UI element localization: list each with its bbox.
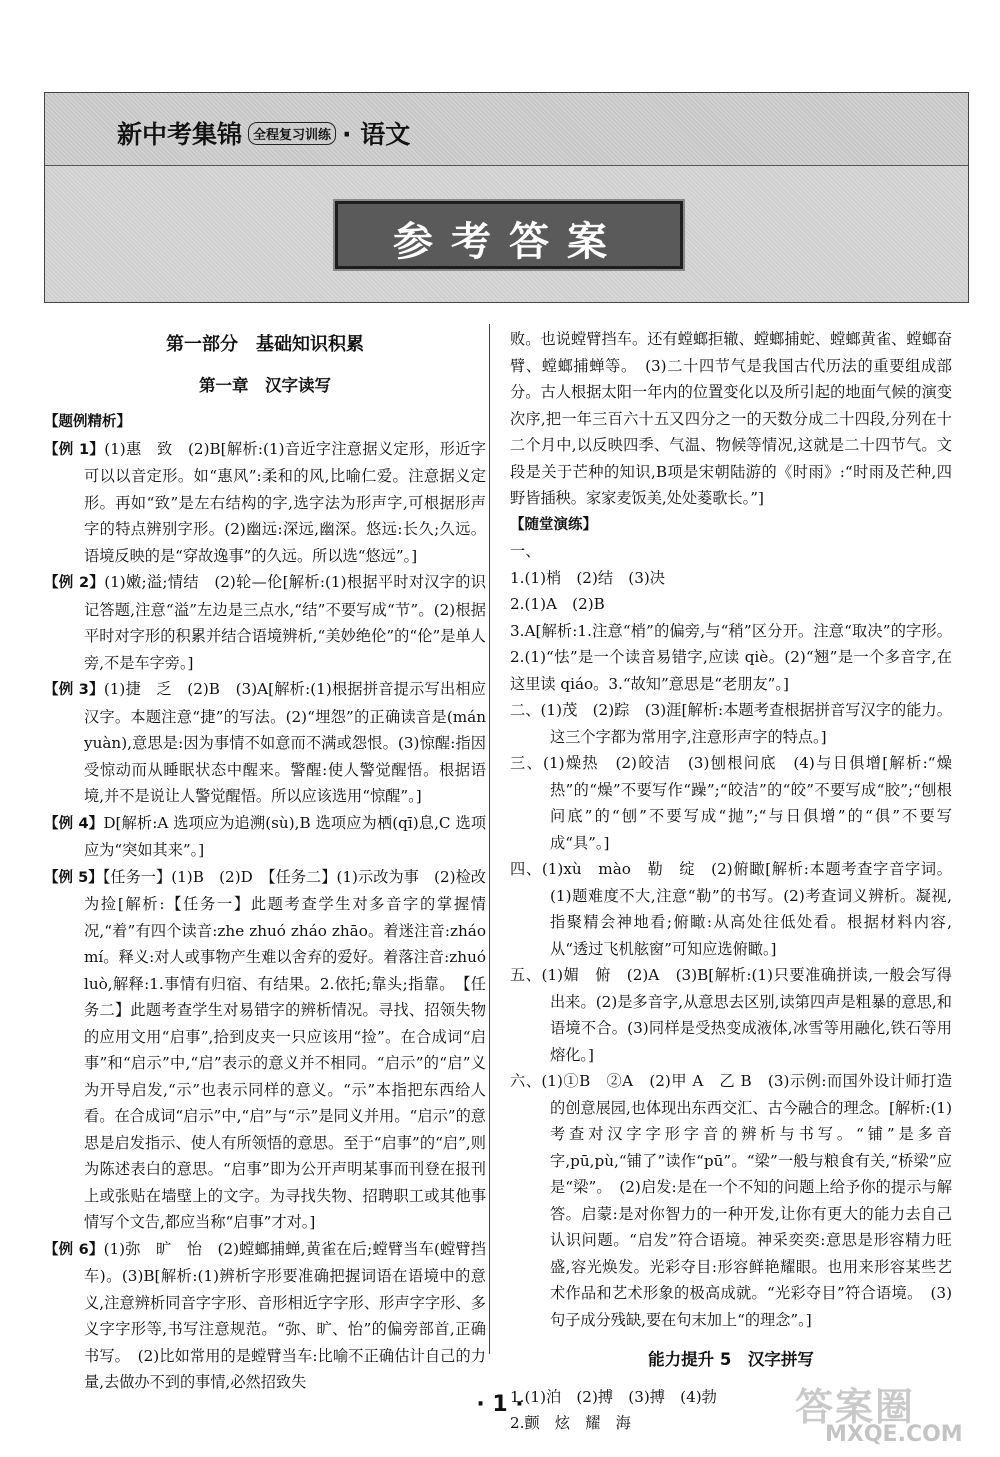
- exercise-item: 2.(1)A (2)B: [510, 595, 605, 613]
- ability-title: 能力提升 5 汉字拼写: [648, 1350, 814, 1369]
- example-text: (1)惠 致 (2)B[解析:(1)音近字注意据义定形，形近字可以以音定形。如“惠风”:柔和的风,比喻仁爱。注意据义定形。再如“致”是左右结构的字,选字法为形声字,可根据形声字的特点辨别字形。(2)幽远:深远,幽深。悠远:长久;久远。语境反映的是“穿故逸事”的久远。所以选“悠远”。]: [84, 439, 486, 565]
- subject-label: 语文: [360, 120, 411, 149]
- example-label: 【例 3】: [44, 682, 104, 698]
- exercise-five: 五、(1)媚 俯 (2)A (3)B[解析:(1)只要准确拼读,一般会写得出来。(2)是多音字,从意思去区别,读第四声是粗暴的意思,和语境不合。(3)同样是受热变成液体,冰雪等用融化,铁石等用熔化。]: [510, 966, 952, 1064]
- example-label: 【例 2】: [44, 575, 105, 591]
- example-text: 【任务一】(1)B (2)D 【任务二】(1)示改为事 (2)检改为捡[解析:【任务一】此题考查学生对多音字的掌握情况,“着”有四个读音:zhe zhuó zháo zhāo。着迷注音:zháo mí。释义:对人或事物产生难以舍弃的爱好。着落注音:zhuó luò,解释:1.事情有归宿、有结果。2.依托;靠头;指靠。 【任务二】此题考查学生对易错字的辨析情况。寻找、招领失物的应用文用“启事”,拾到皮夹一只应该用“捡”。在合成词“启事”和“启示”中,“启”表示的意义并不相同。“启示”的“启”义为开导启发,“示”也表示同样的意义。“示”本指把东西给人看。在合成词“启示”中,“启”与“示”是同义并用。“启示”的意思是启发指示、使人有所领悟的意思。至于“启事”的“启”,则为陈述表白的意思。“启事”即为公开声明某事而刊登在报刊上或张贴在墙壁上的文字。为寻找失物、招聘职工或其他事情写个文告,都应当称“启事”才对。]: [84, 867, 486, 1231]
- part-title: 第一部分 基础知识积累: [166, 334, 364, 355]
- exercise-item: 1.(1)梢 (2)结 (3)决: [510, 568, 665, 587]
- example-5: [44, 864, 486, 1236]
- column-divider: [489, 324, 490, 1354]
- right-column: [510, 326, 952, 1437]
- example-label: 【例 5】: [44, 869, 103, 886]
- exercise-one-heading: 一、: [510, 542, 541, 560]
- series-tag: 全程复习训练: [248, 122, 336, 145]
- left-column: [44, 326, 486, 1396]
- answer-title-box: [335, 201, 683, 269]
- book-title: 新中考集锦: [117, 120, 243, 149]
- header-banner: [44, 92, 969, 303]
- example-text: D[解析:A 选项应为追溯(sù),B 选项应为栖(qī)息,C 选项应为“突如其来”。]: [84, 813, 487, 859]
- example-text: (1)弥 旷 怡 (2)螳螂捕蝉,黄雀在后;螳臂当车(螳臂挡车)。(3)B[解析:(1)辨析字形要准确把握词语在语境中的意义,注意辨析同音字字形、音形相近字字形、形声字字形、多义字字形等,书写注意规范。“弥、旷、怡”的偏旁部首,正确书写。 (2)比如常用的是螳臂当车:比喻不正确估计自己的力量,去做办不到的事情,必然招致失: [84, 1239, 486, 1391]
- example-text: (1)捷 乏 (2)B (3)A[解析:(1)根据拼音提示写出相应汉字。本题注意“捷”的写法。(2)“埋怨”的正确读音是(mán yuàn),意思是:因为事情不如意而不满或怨恨。(3)惊醒:指因受惊动而从睡眠状态中醒来。警醒:使人警觉醒悟。根据语境,并不是说让人警觉醒悟。所以应该选用“惊醒”。]: [84, 680, 486, 805]
- exercise-two: 二、(1)茂 (2)踪 (3)涯[解析:本题考查根据拼音写汉字的能力。这三个字都为常用字,注意形声字的特点。]: [510, 701, 952, 746]
- watermark-url: MXQE.COM: [825, 1422, 963, 1447]
- example-2: [44, 569, 486, 676]
- continued-text: 败。也说螳臂挡车。还有螳螂拒辙、螳螂捕蛇、螳螂黄雀、螳螂奋臂、螳螂捕蝉等。 (3)二十四节气是我国古代历法的重要组成部分。古人根据太阳一年内的位置变化以及所引起的地面气候的演变次序,把一年三百六十五又四分之一的天数分成二十四段,分列在十二个月中,以反映四季、气温、物候等情况,这就是二十四节气。文段是关于芒种的知识,B项是宋朝陆游的《时雨》:“时雨及芒种,四野皆插秧。家家麦饭美,处处菱歌长。”]: [510, 330, 952, 507]
- example-label: 【例 6】: [44, 1241, 104, 1258]
- watermark-text: 答案圈: [795, 1385, 916, 1429]
- example-label: 【例 1】: [44, 441, 105, 458]
- example-label: 【例 4】: [44, 815, 104, 832]
- example-4: [44, 810, 486, 864]
- watermark-logo: [795, 1376, 990, 1452]
- chapter-title: 第一章 汉字读写: [199, 375, 331, 395]
- ability-item: 1.(1)泊 (2)搏 (3)搏 (4)勃: [510, 1387, 717, 1406]
- title-separator: ·: [342, 120, 352, 149]
- exercise-item: 3.A[解析:1.注意“梢”的偏旁,与“稍”区分开。注意“取决”的字形。2.(1)“怯”是一个读音易错字,应读 qiè。(2)“翘”是一个多音字,在这里读 qiáo。3.“故知”意思是“老朋友”。]: [510, 621, 952, 693]
- section-heading-examples: 【题例精析】: [44, 414, 131, 430]
- section-heading-practice: 【随堂演练】: [510, 516, 597, 533]
- exercise-four: 四、(1)xù mào 勒 绽 (2)俯瞰[解析:本题考查字音字词。(1)题难度不大,注意“勒”的书写。(2)考查词义辨析。凝视,指聚精会神地看;俯瞰:从高处往低处看。根据材料内容,从“透过飞机舷窗”可知应选俯瞰。]: [510, 860, 952, 958]
- header-band: [45, 93, 968, 166]
- example-1: [44, 436, 486, 570]
- book-title-line: [117, 115, 410, 151]
- page-number: · 1 ·: [476, 1392, 524, 1417]
- exercise-three: 三、(1)燥热 (2)皎洁 (3)刨根问底 (4)与日俱增[解析:“燥热”的“燥”不要写作“躁”;“皎洁”的“皎”不要写成“胶”;“刨根问底”的“刨”不要写成“抛”;“与日俱增”的“俱”不要写成“具”。]: [510, 754, 952, 852]
- ability-item: 2.颤 炫 耀 海: [510, 1414, 631, 1432]
- exercise-six: 六、(1)①B ②A (2)甲 A 乙 B (3)示例:而国外设计师打造的创意展园,也体现出东西交汇、古今融合的理念。[解析:(1)考查对汉字字形字音的辨析与书写。“铺”是多音字,pū,pù,“铺了”读作“pū”。“梁”一般与粮食有关,“桥梁”应是“梁”。 (2)启发:是在一个不知的问题上给予你的提示与解答。启蒙:是对你智力的一种开发,让你有更大的能力去自己认识问题。“启发”符合语境。神采奕奕:意思是形容精力旺盛,容光焕发。光彩夺目:形容鲜艳耀眼。也用来形容某些艺术作品和艺术形象的极高成就。“光彩夺目”符合语境。 (3)句子成分残缺,要在句末加上“的理念”。]: [510, 1072, 952, 1329]
- example-6: [44, 1236, 486, 1396]
- answer-title: 参考答案: [393, 218, 625, 265]
- example-3: [44, 676, 486, 810]
- example-text: (1)嫩;溢;情结 (2)轮—伦[解析:(1)根据平时对汉字的识记答题,注意“溢”左边是三点水,“结”不要写成“节”。(2)根据平时对字形的积累并结合语境辨析,“美妙绝伦”的“伦”是单人旁,不是车字旁。]: [84, 573, 486, 672]
